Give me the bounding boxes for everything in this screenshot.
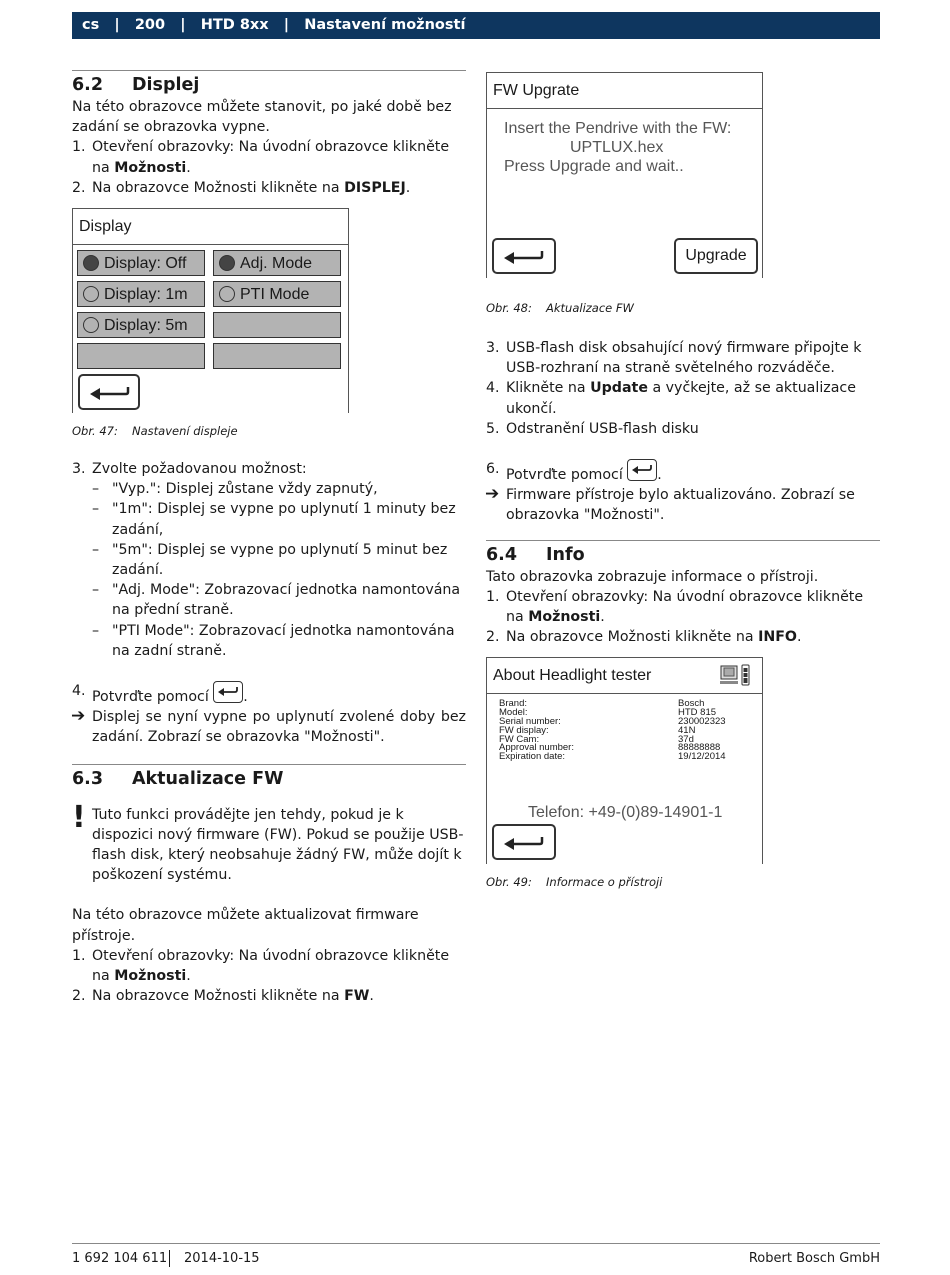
info-row: FW Cam: 37d xyxy=(499,733,694,745)
steps-list xyxy=(486,587,880,648)
result-arrow-icon: ➔ xyxy=(485,484,500,505)
doc-date: 2014-10-15 xyxy=(184,1251,260,1266)
radio-icon xyxy=(83,317,99,333)
back-button[interactable] xyxy=(78,374,140,410)
doc-number: 1 692 104 611 xyxy=(72,1251,168,1266)
enter-key-icon xyxy=(627,459,657,481)
steps-list xyxy=(72,681,466,707)
list-item: 6. Potvrďte pomocí . xyxy=(486,461,662,484)
list-item: 3. USB-flash disk obsahující nový firmware připojte k USB-rozhraní na straně světelného rozváděče. xyxy=(486,340,862,377)
option-display-5m[interactable]: Display: 5m xyxy=(77,312,205,338)
device-info-screen xyxy=(486,657,763,864)
header-product: HTD 8xx xyxy=(200,17,269,33)
section-heading-6-3: 6.3 Aktualizace FW xyxy=(72,768,284,789)
header-lang: cs xyxy=(82,17,100,33)
section-heading-6-2: 6.2 Displej xyxy=(72,75,200,95)
page-header: cs | 200 | HTD 8xx | Nastavení možností xyxy=(72,12,880,39)
pc-battery-icon xyxy=(720,664,752,686)
list-item: – "PTI Mode": Zobrazovací jednotka namontována na zadní straně. xyxy=(92,622,455,659)
footer-divider xyxy=(72,1243,880,1244)
list-item: – "Adj. Mode": Zobrazovací jednotka namontována na přední straně. xyxy=(92,582,461,619)
result-line: ➔ Displej se nyní vypne po uplynutí zvolené doby bez zadání. Zobrazí se obrazovka "Možnosti". xyxy=(71,706,466,746)
list-item: 5. Odstranění USB-flash disku xyxy=(486,420,699,437)
section-divider xyxy=(486,540,880,541)
warning-note: ! Tuto funkci provádějte jen tehdy, pokud je k dispozici nový firmware (FW). Pokud se použije USB-flash disk, který neobsahuje žádný FW, může dojít k poškození systému. xyxy=(72,799,464,884)
list-item: 1. Otevření obrazovky: Na úvodní obrazovce klikněte na Možnosti. xyxy=(72,947,450,985)
company-name: Robert Bosch GmbH xyxy=(748,1251,880,1266)
option-empty xyxy=(213,343,341,369)
result-line: ➔ Firmware přístroje bylo aktualizováno. Zobrazí se obrazovka "Možnosti". xyxy=(485,484,855,524)
figure-caption: Obr. 47: Nastavení displeje xyxy=(72,424,238,439)
section-divider xyxy=(72,70,466,71)
list-item: 2. Na obrazovce Možnosti klikněte na DISPLEJ. xyxy=(72,179,411,196)
steps-list xyxy=(486,338,880,439)
section-intro: Na této obrazovce můžete stanovit, po jaké době bez zadání se obrazovka vypne. xyxy=(72,99,452,136)
option-empty xyxy=(77,343,205,369)
info-row: Expiration date: 19/12/2014 xyxy=(499,751,726,763)
back-button[interactable] xyxy=(492,238,556,274)
option-pti-mode[interactable]: PTI Mode xyxy=(213,281,341,307)
steps-list xyxy=(72,459,466,479)
option-display-off[interactable]: Display: Off xyxy=(77,250,205,276)
info-row: Serial number: 230002323 xyxy=(499,716,726,728)
figure-caption: Obr. 49: Informace o přístroji xyxy=(486,875,663,890)
list-item: 2. Na obrazovce Možnosti klikněte na INFO. xyxy=(486,629,802,646)
fw-upgrade-screen xyxy=(486,72,763,278)
radio-selected-icon xyxy=(219,255,235,271)
header-page-number: 200 xyxy=(134,17,166,33)
enter-key-icon xyxy=(213,681,243,703)
list-item: 2. Na obrazovce Možnosti klikněte na FW. xyxy=(72,988,374,1005)
list-item: 3. Zvolte požadovanou možnost: xyxy=(72,461,307,478)
info-row: Approval number: 88888888 xyxy=(499,742,721,754)
options-list xyxy=(72,479,466,661)
result-arrow-icon: ➔ xyxy=(71,706,86,727)
info-row: Model: HTD 815 xyxy=(499,707,717,719)
option-empty xyxy=(213,312,341,338)
back-arrow-icon xyxy=(502,833,544,851)
radio-selected-icon xyxy=(83,255,99,271)
option-display-1m[interactable]: Display: 1m xyxy=(77,281,205,307)
figure-caption: Obr. 48: Aktualizace FW xyxy=(486,301,634,315)
steps-list xyxy=(72,137,466,198)
back-button[interactable] xyxy=(492,824,556,860)
radio-icon xyxy=(83,286,99,302)
list-item: 4. Potvrďte pomocí . xyxy=(72,683,248,706)
screen-title: About Headlight tester xyxy=(487,658,762,694)
display-settings-screen xyxy=(72,208,349,413)
section-intro: Na této obrazovce můžete aktualizovat firmware přístroje. xyxy=(72,907,419,944)
phone-number: Telefon: +49-(0)89-14901-1 xyxy=(528,804,723,822)
header-section: Nastavení možností xyxy=(304,17,466,33)
screen-title: FW Upgrate xyxy=(487,73,762,109)
warning-exclamation-icon: ! xyxy=(72,799,86,835)
section-heading-6-4: 6.4 Info xyxy=(486,544,585,565)
steps-list xyxy=(486,459,880,485)
list-item: 4. Klikněte na Update a vyčkejte, až se aktualizace ukončí. xyxy=(486,380,856,417)
info-row: FW display: 41N xyxy=(499,724,696,736)
radio-icon xyxy=(219,286,235,302)
list-item: – "1m": Displej se vypne po uplynutí 1 minuty bez zadání, xyxy=(92,501,456,538)
option-adj-mode[interactable]: Adj. Mode xyxy=(213,250,341,276)
right-column xyxy=(486,72,880,890)
fw-instructions: Insert the Pendrive with the FW: UPTLUX.hex Press Upgrade and wait.. xyxy=(504,120,732,175)
steps-list xyxy=(72,946,466,1007)
list-item: 1. Otevření obrazovky: Na úvodní obrazovce klikněte na Možnosti. xyxy=(72,139,450,176)
section-intro: Tato obrazovka zobrazuje informace o přístroji. xyxy=(486,568,819,585)
section-divider xyxy=(72,764,466,765)
info-row: Brand: Bosch xyxy=(499,698,705,710)
screen-title: Display xyxy=(73,209,348,245)
back-arrow-icon xyxy=(502,247,544,265)
left-column xyxy=(72,70,466,1006)
list-item: – "Vyp.": Displej zůstane vždy zapnutý, xyxy=(92,481,378,498)
list-item: 1. Otevření obrazovky: Na úvodní obrazovce klikněte na Možnosti. xyxy=(486,588,864,626)
list-item: – "5m": Displej se vypne po uplynutí 5 minut bez zadání. xyxy=(92,541,448,579)
device-info-list xyxy=(499,700,759,762)
upgrade-button[interactable]: Upgrade xyxy=(674,238,758,274)
footer-separator xyxy=(169,1250,170,1267)
back-arrow-icon xyxy=(88,383,130,401)
